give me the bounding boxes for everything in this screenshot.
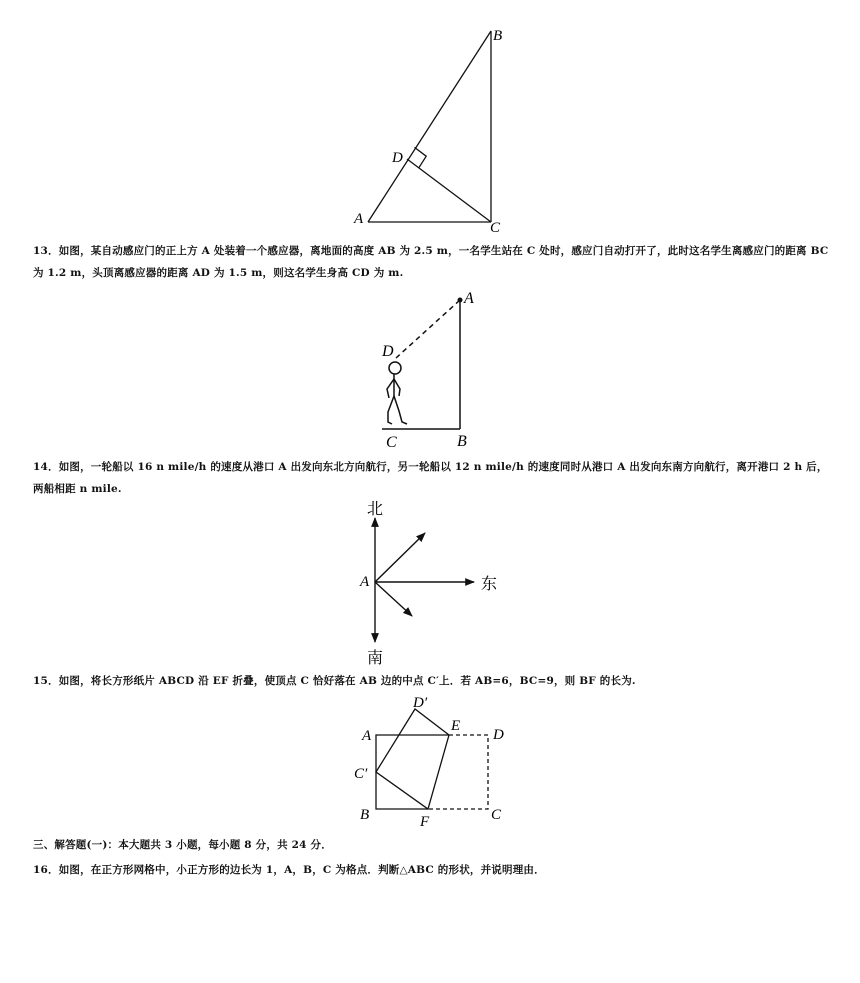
- segment-cd: [407, 159, 491, 222]
- figure-compass-ships: [350, 496, 510, 668]
- label-north: 北: [367, 499, 384, 518]
- label-c: C: [491, 807, 502, 823]
- label-a: A: [362, 728, 372, 744]
- label-c: C: [490, 220, 501, 236]
- figure-sensor-door: [370, 286, 490, 454]
- label-b: B: [457, 433, 467, 450]
- sensor-line-ad: [396, 300, 460, 358]
- label-south: 南: [367, 648, 384, 667]
- label-d: D: [382, 343, 394, 360]
- section-3-heading: 三、解答题(一)：本大题共 3 小题，每小题 8 分，共 24 分．: [33, 839, 332, 851]
- right-angle-mark: [415, 147, 427, 167]
- label-b: B: [360, 807, 370, 823]
- label-c: C: [386, 434, 397, 451]
- folded-flap: [376, 709, 449, 809]
- label-a: A: [360, 574, 370, 590]
- label-d: D: [392, 150, 403, 166]
- label-f: F: [420, 814, 430, 828]
- southeast-ship-arrow: [375, 582, 412, 616]
- northeast-ship-arrow: [375, 533, 425, 582]
- label-e: E: [451, 718, 461, 734]
- question-16: 16．如图，在正方形网格中，小正方形的边长为 1，A，B，C 为格点．判断△ABC 的形状，并说明理由．: [33, 864, 545, 876]
- segment-ab: [368, 31, 491, 222]
- question-13: 13．如图，某自动感应门的正上方 A 处装着一个感应器，离地面的高度 AB 为 2.5 m，一名学生站在 C 处时，感应门自动打开了，此时这名学生离感应门的距离 BC 为 1.2 m，头顶离感应器的距离 AD 为 1.5 m，则这名学生身高 CD 为 m.: [33, 245, 829, 279]
- student-figure: [387, 362, 407, 424]
- label-b: B: [493, 28, 503, 44]
- figure-folded-rectangle: [350, 692, 520, 828]
- label-c-prime: C′: [354, 766, 368, 782]
- original-flap-edges: [428, 735, 488, 809]
- label-a: A: [354, 211, 364, 227]
- label-d-prime: D′: [413, 695, 428, 711]
- label-a: A: [464, 290, 474, 307]
- figure-right-triangle-abc: [350, 22, 520, 237]
- question-14: 14．如图，一轮船以 16 n mile/h 的速度从港口 A 出发向东北方向航行，另一轮船以 12 n mile/h 的速度同时从港口 A 出发向东南方向航行，离开港口 2 h 后，两船相距 n mile.: [33, 461, 828, 495]
- label-d: D: [493, 727, 504, 743]
- sensor-point: [458, 298, 463, 303]
- label-east: 东: [481, 574, 498, 593]
- question-15: 15．如图，将长方形纸片 ABCD 沿 EF 折叠，使顶点 C 恰好落在 AB 边的中点 C′上．若 AB=6，BC=9，则 BF 的长为.: [33, 675, 636, 687]
